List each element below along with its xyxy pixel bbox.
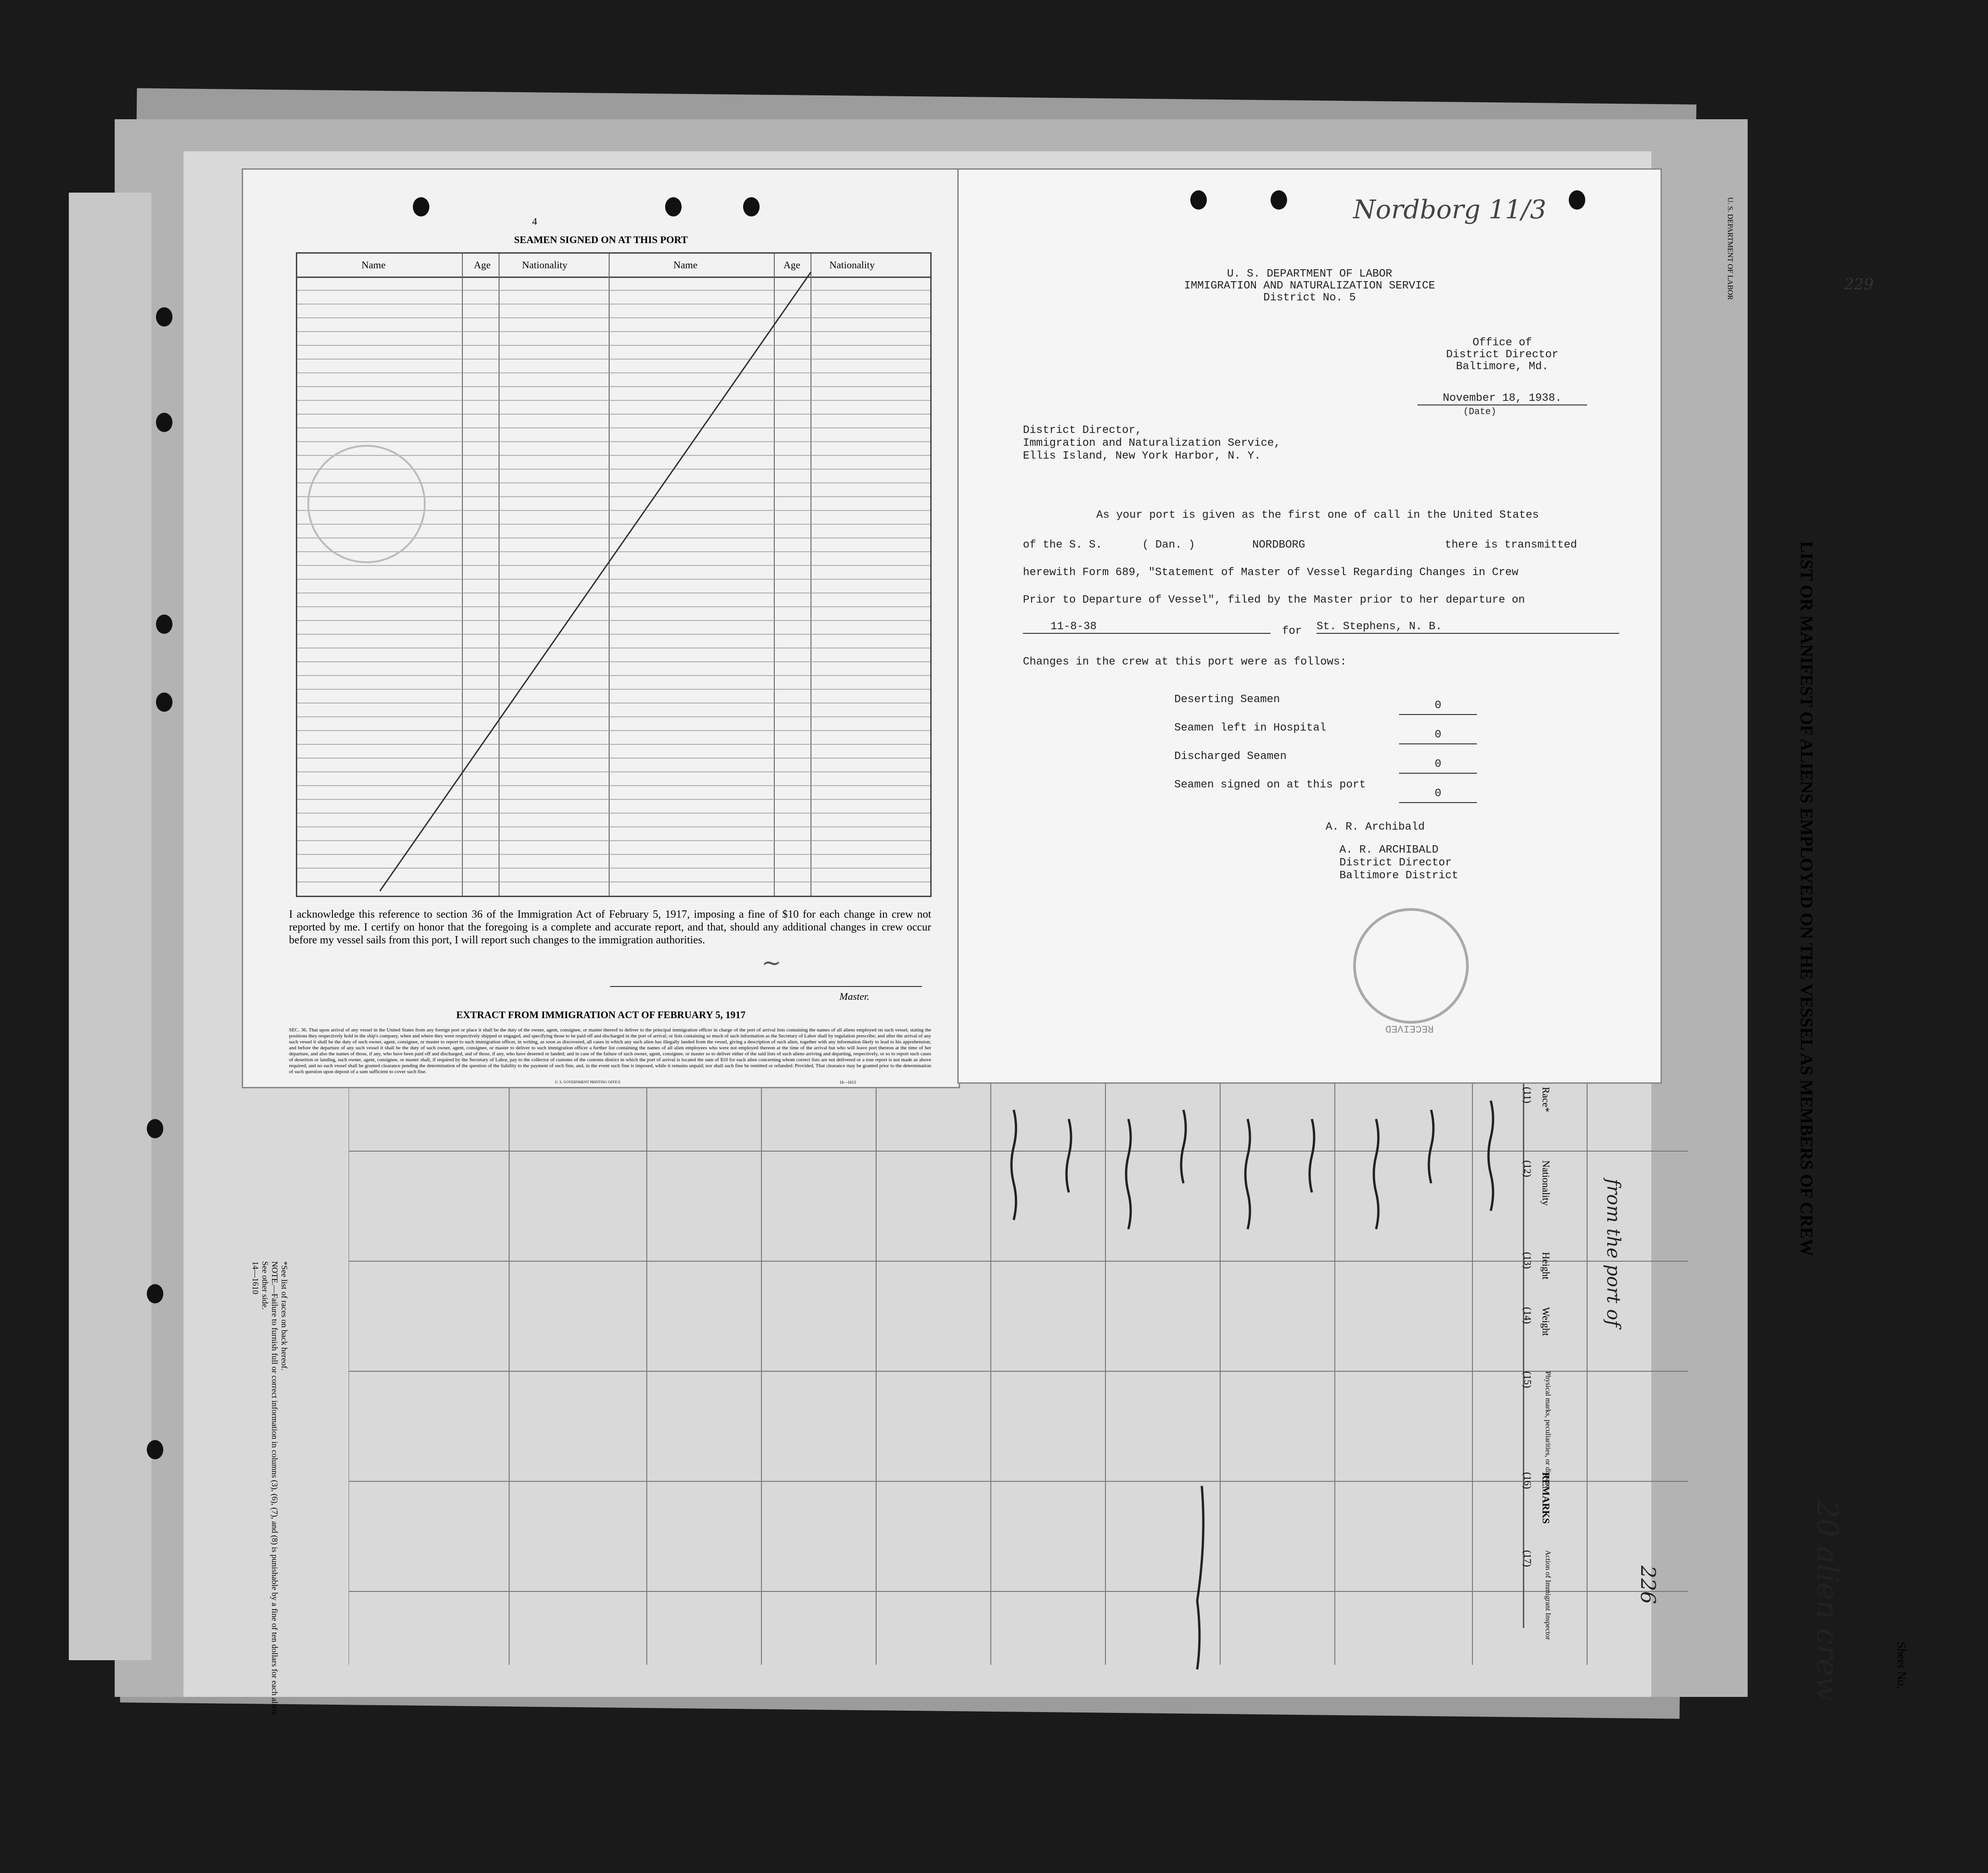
- punch-hole: [1271, 190, 1287, 210]
- from-port: from the port of: [1603, 1179, 1624, 1327]
- changes-list: [1174, 686, 1366, 799]
- punch-hole: [743, 197, 760, 216]
- addr-line: District Director,: [1023, 424, 1142, 437]
- body-line: of the S. S.: [1023, 539, 1102, 551]
- handwritten-vessel: Nordborg 11/3: [1353, 195, 1547, 225]
- received-stamp: RECEIVED: [1385, 1023, 1434, 1034]
- addressee: [1023, 424, 1281, 463]
- punch-hole: [413, 197, 429, 216]
- form-689-back: [243, 170, 959, 1087]
- binder-hole: [147, 1284, 163, 1303]
- office-block: [1417, 337, 1587, 373]
- footnote-races: *See list of races on back hereof.: [280, 1261, 289, 1371]
- sig-title: District Director: [1339, 857, 1452, 869]
- col-header: Race*: [1540, 1087, 1552, 1112]
- handwritten-entries: [963, 1082, 1537, 1679]
- signature-line: [610, 986, 922, 987]
- master-signature: ~: [761, 949, 782, 977]
- binder-hole: [156, 615, 172, 634]
- footnote: [250, 1261, 289, 1720]
- signature-block: [1339, 844, 1458, 882]
- binder-hole: [147, 1440, 163, 1459]
- transmittal-letter: [959, 170, 1660, 1082]
- faint-seal: [307, 445, 426, 563]
- dept: U. S. DEPARTMENT OF LABOR: [1227, 268, 1393, 280]
- change-value: 0: [1399, 727, 1477, 744]
- change-value: 0: [1399, 756, 1477, 774]
- handwritten-number: 226: [1636, 1565, 1660, 1604]
- office-line: Office of: [1472, 337, 1532, 349]
- punch-hole: [1569, 190, 1585, 210]
- binder-hole: [156, 693, 172, 712]
- signature: A. R. Archibald: [1326, 821, 1425, 833]
- letterhead: [959, 268, 1660, 304]
- body-line: herewith Form 689, "Statement of Master of Vessel Regarding Changes in Crew: [1023, 566, 1519, 579]
- addr-line: Ellis Island, New York Harbor, N. Y.: [1023, 450, 1261, 462]
- col-header: Height: [1540, 1252, 1552, 1280]
- body-line: As your port is given as the first one of call in the United States: [1096, 509, 1539, 521]
- col-number: (14): [1522, 1307, 1533, 1324]
- office-line: Baltimore, Md.: [1456, 360, 1549, 373]
- vessel-name: NORDBORG: [1252, 539, 1305, 551]
- col-header: Nationality: [1540, 1160, 1552, 1206]
- extract-text: SEC. 36. That upon arrival of any vessel in the United States from any foreign port or place it shall be the duty of the owner, agent, consignee, or master thereof to deliver to the principal immigration officer in charge of the port of arrival lists containing the names of all aliens employed on such vessel, stating the positions they respectively hold in the ship's company, when and where they were respectively shipped or engaged, and specifying those to be paid off and discharged in the port of arrival; or lists containing so much of such information as the Secretary of Labor shall by regulation prescribe; and after the arrival of any such vessel it shall be the duty of such owner, agent, consignee, or master to report to such immigration officer, in writing, as soon as discovered, all cases in which any such alien has illegally landed from the vessel, giving a description of such alien, together with any information likely to lead to his apprehension; and before the departure of any such vessel it shall be the duty of such owner, agent, consignee, or master to deliver to such immigration officer a further list containing the names of all alien employees who were not employed thereon at the time of the arrival but who will leave port thereon at the time of her departure, and also the names of those, if any, who have been paid off and discharged, and of those, if any, who have deserted or landed; and in case of the failure of such owner, agent, consignee, or master so to deliver either of the said lists of such aliens arriving and departing, respectively, or so to report such cases of desertion or landing, such owner, agent, consignee, or master shall, if required by the Secretary of Labor, pay to the collector of customs of the customs district in which the port of arrival is located the sum of $10 for each alien concerning whom correct lists are not delivered or a true report is not made as above required; and no such vessel shall be granted clearance pending the determination of the question of the liability to the payment of such fine, and, in the event such fine is imposed, while it remains unpaid; nor shall such fine be remitted or refunded: Provided, That clearance may be granted prior to the determination of such question upon deposit of a sum sufficient to cover such fine.: [289, 1027, 931, 1075]
- change-value: 0: [1399, 698, 1477, 715]
- col-header: Action of Immigrant Inspector: [1544, 1550, 1552, 1640]
- printer: U. S. GOVERNMENT PRINTING OFFICE: [555, 1080, 621, 1084]
- district: District No. 5: [1263, 292, 1356, 304]
- body-line: there is transmitted: [1445, 539, 1577, 551]
- binder-hole: [147, 1119, 163, 1138]
- page-number: 4: [532, 216, 537, 227]
- col-number: (12): [1522, 1160, 1533, 1177]
- col-number: (15): [1522, 1371, 1533, 1388]
- col-number: (11): [1522, 1087, 1533, 1103]
- received-seal: [1353, 908, 1469, 1024]
- change-label: Deserting Seamen: [1174, 693, 1280, 706]
- page-number: 229: [1844, 275, 1874, 294]
- master-label: Master.: [839, 991, 870, 1002]
- col-name: Name: [673, 259, 698, 271]
- form-dept: U. S. DEPARTMENT OF LABOR: [1726, 197, 1734, 300]
- body-line: Prior to Departure of Vessel", filed by the Master prior to her departure on: [1023, 594, 1525, 606]
- destination: St. Stephens, N. B.: [1316, 621, 1619, 634]
- manifest-title: LIST OR MANIFEST OF ALIENS EMPLOYED ON THE VESSEL AS MEMBERS OF CREW: [1797, 541, 1816, 1257]
- table-grid: [297, 254, 930, 896]
- section-title: SEAMEN SIGNED ON AT THIS PORT: [514, 234, 688, 245]
- punch-hole: [665, 197, 682, 216]
- handwritten-note: 20 alien crew: [1810, 1500, 1844, 1701]
- col-nationality: Nationality: [522, 259, 567, 271]
- changes-intro: Changes in the crew at this port were as follows:: [1023, 656, 1347, 668]
- col-number: (16): [1522, 1472, 1533, 1489]
- sig-district: Baltimore District: [1339, 870, 1459, 882]
- changes-values: [1399, 686, 1477, 803]
- footnote-form: 14—1610: [251, 1261, 260, 1294]
- change-value: 0: [1399, 786, 1477, 803]
- col-nationality: Nationality: [829, 259, 875, 271]
- col-number: (13): [1522, 1252, 1533, 1269]
- office-line: District Director: [1446, 349, 1559, 361]
- form-number: 14—1613: [839, 1080, 856, 1085]
- binder-hole: [156, 307, 172, 327]
- acknowledgement: I acknowledge this reference to section 36 of the Immigration Act of February 5, 1917, imposing a fine of $10 for each change in crew not reported by me. I certify on honor that the foregoing is a complete and accurate report, and that, should any additional changes in crew occur before my vessel sails from this port, I will report such changes to the immigration authorities.: [289, 909, 931, 946]
- change-label: Seamen left in Hospital: [1174, 722, 1327, 734]
- col-header: Physical marks, peculiarities, or disease: [1544, 1371, 1552, 1489]
- col-name: Name: [361, 259, 386, 271]
- letter-date: November 18, 1938.: [1417, 392, 1587, 405]
- change-label: Discharged Seamen: [1174, 750, 1287, 763]
- sig-name: A. R. ARCHIBALD: [1339, 844, 1439, 856]
- binder-margin: [69, 193, 151, 1660]
- extract-title: EXTRACT FROM IMMIGRATION ACT OF FEBRUARY 5, 1917: [456, 1009, 746, 1020]
- footnote-note: NOTE.—Failure to furnish full or correct information in columns (3), (6), (7), and (8) is punishable by a fine of ten dollars for each alien. See other side.: [261, 1261, 279, 1716]
- col-header: REMARKS: [1540, 1472, 1552, 1524]
- punch-hole: [1190, 190, 1207, 210]
- date-label: (Date): [1463, 407, 1497, 417]
- col-age: Age: [783, 259, 800, 271]
- sheet-no: Sheet No.: [1895, 1642, 1908, 1689]
- depart-date: 11-8-38: [1023, 621, 1271, 634]
- col-header: Weight: [1540, 1307, 1552, 1336]
- binder-hole: [156, 413, 172, 432]
- col-number: (17): [1522, 1550, 1533, 1567]
- for-label: for: [1282, 625, 1302, 637]
- addr-line: Immigration and Naturalization Service,: [1023, 437, 1281, 449]
- vessel-flag: ( Dan. ): [1142, 539, 1195, 551]
- change-label: Seamen signed on at this port: [1174, 779, 1366, 791]
- col-age: Age: [474, 259, 491, 271]
- crew-table: [296, 252, 932, 897]
- service: IMMIGRATION AND NATURALIZATION SERVICE: [1184, 280, 1435, 292]
